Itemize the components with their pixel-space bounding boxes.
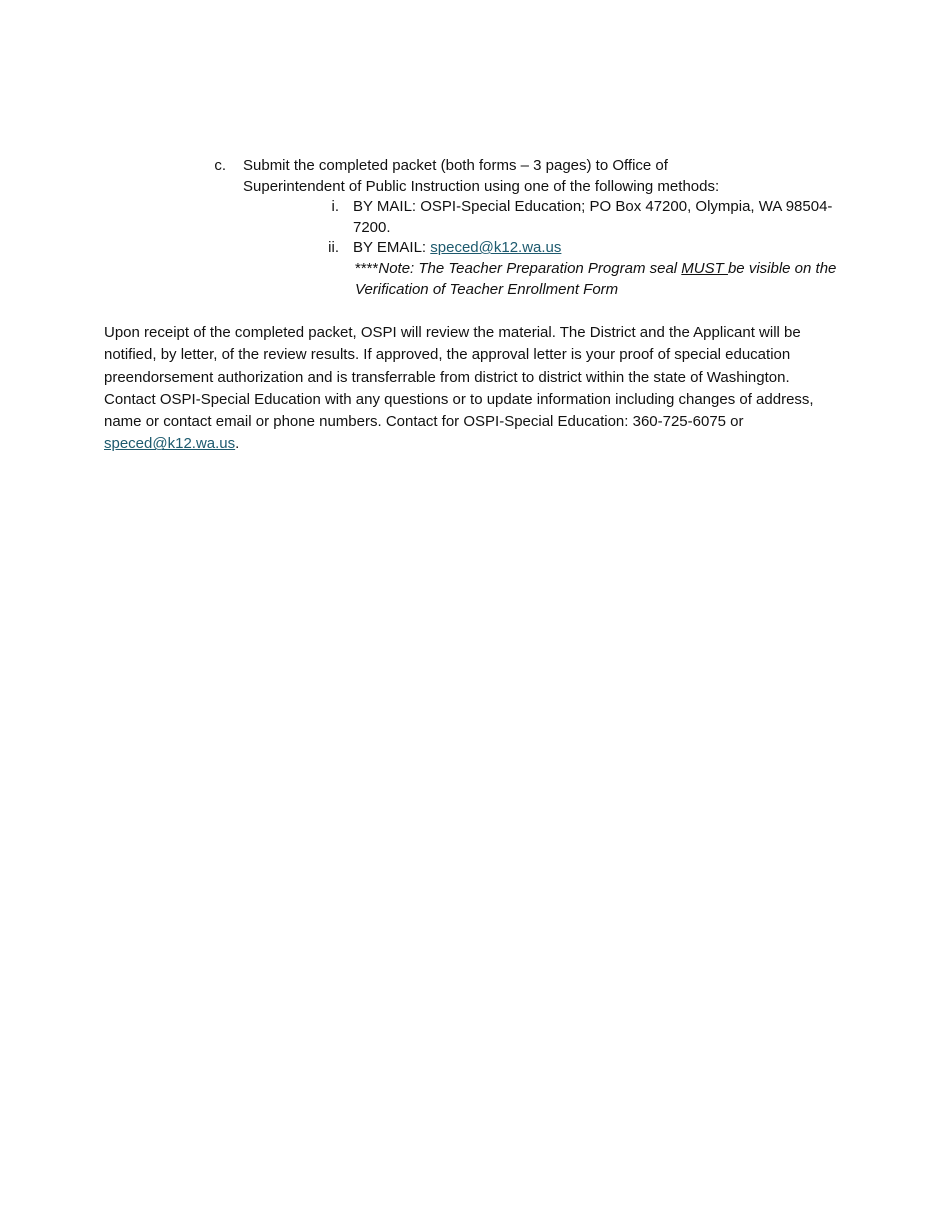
list-item-i-line1: BY MAIL: OSPI-Special Education; PO Box 47200, Olympia, WA 98504-: [353, 198, 833, 215]
list-marker-i: i.: [331, 198, 339, 215]
list-marker-c: c.: [214, 157, 226, 174]
paragraph-line: notified, by letter, of the review results. If approved, the approval letter is your proof of special education: [104, 346, 791, 364]
note-text-before: Note: The Teacher Preparation Program seal: [378, 260, 682, 277]
email-link[interactable]: speced@k12.wa.us: [430, 239, 562, 256]
paragraph-line: Contact OSPI-Special Education with any questions or to update information including changes of address,: [104, 390, 814, 408]
paragraph-line: Upon receipt of the completed packet, OSPI will review the material. The District and the Applicant will be: [104, 324, 801, 341]
email-label: BY EMAIL:: [353, 239, 431, 256]
paragraph-last-line: [104, 433, 844, 455]
list-item-ii: [353, 237, 561, 258]
paragraph-email-link[interactable]: speced@k12.wa.us: [104, 435, 236, 453]
note-line1: [355, 258, 836, 279]
list-item-c-line2: Superintendent of Public Instruction using one of the following methods:: [243, 178, 720, 195]
paragraph-line: preendorsement authorization and is transferrable from district to district within the state of Washington.: [104, 368, 790, 386]
paragraph-line: name or contact email or phone numbers. Contact for OSPI-Special Education: 360-725-6075 or: [104, 413, 744, 431]
list-item-i-line2: 7200.: [353, 219, 391, 236]
paragraph-end-punct: .: [235, 435, 240, 453]
list-marker-ii: ii.: [328, 239, 339, 256]
list-item-c-line1: Submit the completed packet (both forms – 3 pages) to Office of: [243, 157, 668, 174]
note-text-after: be visible on the: [727, 260, 837, 277]
note-prefix: ****: [355, 260, 379, 277]
note-line2: Verification of Teacher Enrollment Form: [355, 281, 619, 298]
review-paragraph: [104, 322, 844, 456]
note-emphasis: MUST: [681, 260, 728, 277]
